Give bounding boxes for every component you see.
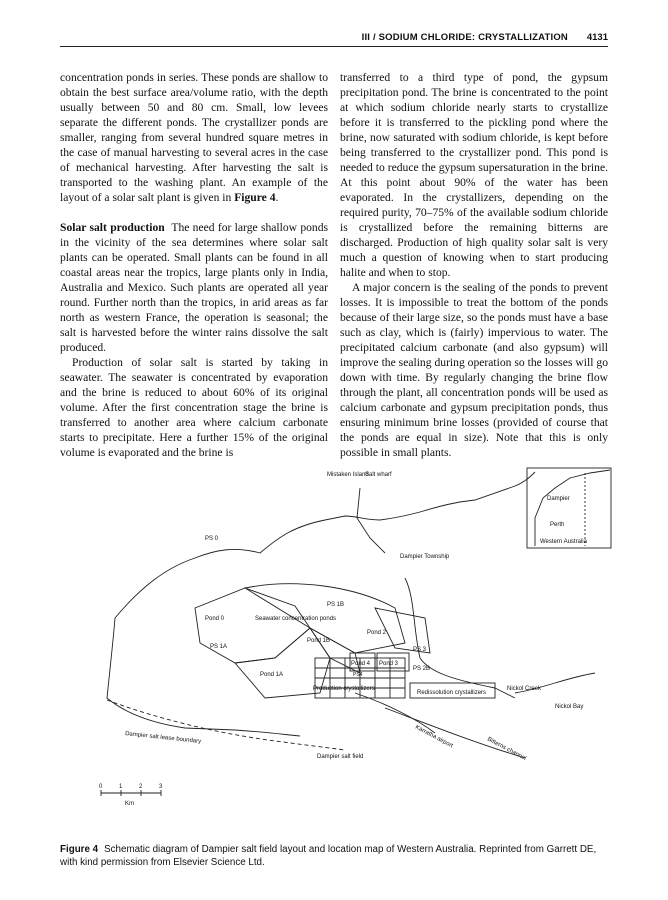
scale-tick: 3	[159, 784, 163, 790]
map-label: Karratha airport	[414, 724, 454, 750]
creek	[405, 578, 515, 698]
paragraph: A major concern is the sealing of the ponds to prevent losses. It is impossible to treat the bottom of the ponds because of their large size, so the ponds must have a base such as clay, which is (fairly) impervious to water. The precipitated calcium carbonate (and also gypsum) will improve the sealing during operation so the losses will go down with time. By regularly changing the brine flow through the plant, all concentration ponds will be used as calcium carbonate and gypsum precipitation ponds, thus ensuring minimum brine losses (provided of course that the ponds are equal in size). Note that this is only possible in small plants.	[340, 281, 608, 459]
boundary-line	[107, 700, 345, 750]
paragraph-text: concentration ponds in series. These ponds are shallow to obtain the best surface area/volume ratio, with the depth usually between 50 and 80 cm. Small, low levees separate the different ponds. The crystallizer ponds are smaller, ranging from several hundred square metres in the case of manual harvesting to several acres in the case of mechanical harvesting. After harvesting the salt is transported to the washing plant. An example of the layout of a solar salt plant is given in	[60, 71, 328, 204]
paragraph: transferred to a third type of pond, the gypsum precipitation pond. The brine is concentrated to the point at which sodium chloride nearly starts to crystallize before it is transferred to the pickling pond where the brine, now saturated with sodium chloride, is kept before being transferred to the crystallizer pond. This pond is needed to reduce the gypsum supersaturation in the brine. At this point about 90% of the water has been evaporated. In the crystallizers, depending on the required purity, 70–75% of the available sodium chloride is crystallized before the remaining bitterns are discharged. Production of high quality solar salt is very much a question of knowing when to start producing halite and when to stop.	[340, 71, 608, 279]
scale-unit: Km	[125, 801, 134, 807]
caption-text: Schematic diagram of Dampier salt field layout and location map of Western Australia. Reprinted from Garrett DE, with kind permission from Elsevier Science Ltd.	[60, 844, 597, 868]
running-header	[60, 26, 608, 47]
map-label: Dampier	[547, 496, 570, 502]
map-label: Pond 3	[379, 661, 399, 667]
scale-tick: 0	[99, 784, 103, 790]
map-label: PS 3	[413, 647, 427, 653]
paragraph-text: The need for large shallow ponds in the vicinity of the sea determines where solar salt plants can be operated. Small plants can be found in all coastal areas near the tropics, large plants only in India, Australia and Mexico. Such plants are operated all year round. Further north than the tropics, in arid areas as far north as western France, the operation is seasonal; the salt is harvested before the winter rains dissolve the salt produced.	[60, 221, 329, 354]
figure-caption	[60, 843, 608, 869]
map-label: Pond 0	[205, 616, 225, 622]
right-column	[340, 70, 608, 460]
map-label: Western Australia	[540, 539, 587, 545]
map-label: PS 0	[205, 536, 219, 542]
map-label: Perth	[550, 522, 565, 528]
map-label: Dampier Township	[400, 554, 450, 560]
map-label: PS 1A	[210, 644, 228, 650]
map-label: PS 1B	[327, 602, 345, 608]
map-label: Bitterns channel	[486, 736, 527, 762]
map-label: Pond 1A	[260, 672, 284, 678]
scale-bar	[101, 790, 161, 796]
map-label: Seawater concentration ponds	[255, 616, 337, 622]
map-label: Pond 2	[367, 630, 387, 636]
paragraph	[60, 70, 328, 205]
paragraph: Production of solar salt is started by taking in seawater. The seawater is concentrated by evaporation and the brine is reduced to about 60% of its original volume. After the first concentration stage the brine is transferred to another area where calcium carbonate starts to precipitate. Here a further 15% of the original volume is evaporated and the brine is	[60, 356, 328, 459]
map-label: Dampier salt lease boundary	[124, 731, 202, 745]
map-label: Pond 4	[351, 661, 371, 667]
map-label: Salt wharf	[365, 472, 392, 478]
inset-frame	[527, 468, 611, 548]
left-column	[60, 70, 328, 460]
map-label: Redissolution crystallizers	[417, 690, 487, 696]
paragraph-text: .	[275, 191, 279, 204]
section-heading: Solar salt production	[60, 221, 165, 234]
wharf-line	[357, 488, 385, 553]
map-label: Nickol Creek	[507, 686, 542, 692]
paragraph	[60, 220, 328, 355]
map-label: Nickol Bay	[555, 704, 584, 710]
scale-tick: 2	[139, 784, 143, 790]
figure-label: Figure 4	[60, 844, 99, 855]
map-label: Pond 1B	[307, 638, 331, 644]
coastline	[115, 472, 535, 618]
running-title: III / SODIUM CHLORIDE: CRYSTALLIZATION	[361, 32, 568, 43]
pond-0-outline	[195, 588, 310, 663]
salt-field-map	[95, 458, 615, 820]
scale-tick: 1	[119, 784, 123, 790]
map-label: PS4	[353, 672, 363, 678]
figure-reference[interactable]: Figure 4	[234, 191, 276, 204]
inset-coast	[535, 470, 610, 546]
map-label: Production crystallizers	[313, 686, 375, 692]
map-label: Mistaken Island	[327, 472, 369, 478]
map-label: PS 2B	[413, 666, 431, 672]
page-number: 4131	[586, 32, 608, 43]
map-label: Dampier salt field	[317, 754, 364, 760]
